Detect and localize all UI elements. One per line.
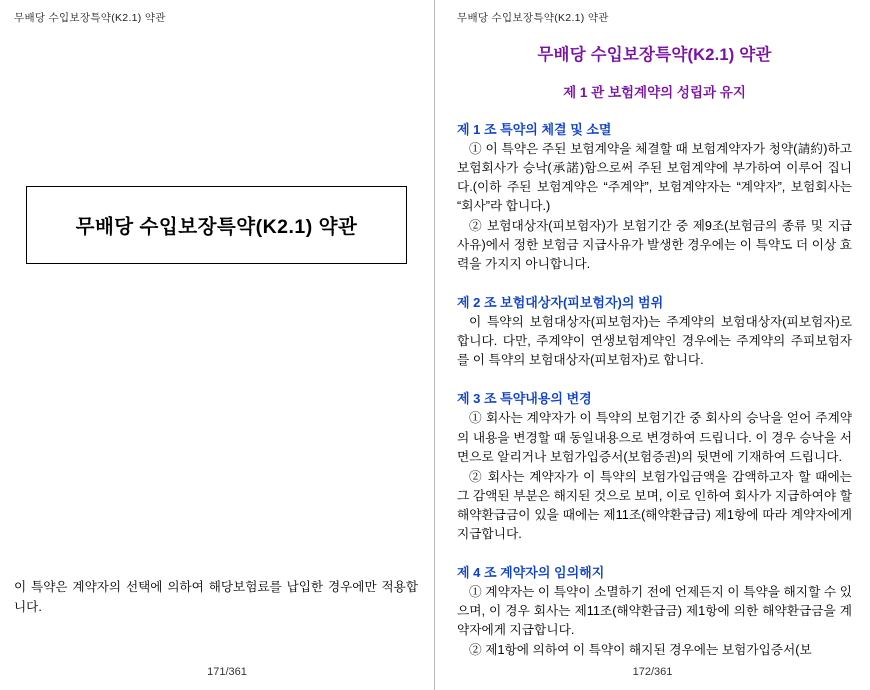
cover-title: 무배당 수입보장특약(K2.1) 약관 <box>75 216 358 238</box>
running-head-left: 무배당 수입보장특약(K2.1) 약관 <box>14 12 166 24</box>
page-number-right: 172/361 <box>632 666 673 678</box>
page-left <box>0 0 434 690</box>
article-paragraph: ① 계약자는 이 특약이 소멸하기 전에 언제든지 이 특약을 해지할 수 있으며, 이 경우 회사는 제11조(해약환급금) 제1항에 의한 해약환급금을 계약자에게 지급합니다. <box>457 584 852 637</box>
running-head-right: 무배당 수입보장특약(K2.1) 약관 <box>457 12 609 24</box>
chapter-heading: 제 1 관 보험계약의 성립과 유지 <box>563 85 746 100</box>
article-paragraph: ② 보험대상자(피보험자)가 보험기간 중 제9조(보험금의 종류 및 지급사유)에서 정한 보험금 지급사유가 발생한 경우에는 이 특약도 더 이상 효력을 가지지 아니합니다. <box>457 219 852 272</box>
cover-note: 이 특약은 계약자의 선택에 의하여 해당보험료를 납입한 경우에만 적용합니다. <box>14 580 418 614</box>
page-number-left: 171/361 <box>207 666 247 678</box>
article-heading: 제 2 조 보험대상자(피보험자)의 범위 <box>457 295 664 311</box>
article-paragraph: ② 회사는 계약자가 이 특약의 보험가입금액을 감액하고자 할 때에는 그 감액된 부분은 해지된 것으로 보며, 이로 인하여 회사가 지급하여야 할 해약환급금이 있을 때에는 제11조(해약환급금) 제1항에 따라 계약자에게 지급합니다. <box>457 469 852 541</box>
cover-title-box <box>26 186 407 264</box>
article-paragraph: 이 특약의 보험대상자(피보험자)는 주계약의 보험대상자(피보험자)로 합니다. 다만, 주계약이 연생보험계약인 경우에는 주계약의 주피보험자를 이 특약의 보험대상자(피보험자)로 합니다. <box>457 315 852 368</box>
article-paragraph: ② 제1항에 의하여 이 특약이 해지된 경우에는 보험가입증서(보 <box>469 642 812 657</box>
article-heading: 제 4 조 계약자의 임의해지 <box>457 564 605 580</box>
document-title: 무배당 수입보장특약(K2.1) 약관 <box>537 46 772 64</box>
article-paragraph: ① 회사는 계약자가 이 특약의 보험기간 중 회사의 승낙을 얻어 주계약의 내용을 변경할 때 동일내용으로 변경하여 드립니다. 이 경우 승낙을 서면으로 알리거나 보험가입증서(보험증권)의 뒷면에 기재하여 드립니다. <box>457 411 852 464</box>
article-paragraph: ① 이 특약은 주된 보험계약을 체결할 때 보험계약자가 청약(請約)하고 보험회사가 승낙(承諾)함으로써 주된 보험계약에 부가하여 이루어 집니다.(이하 주된 보험계약은 “주계약”, 보험계약자는 “계약자”, 보험회사는 “회사”라 합니다.) <box>457 142 852 214</box>
article-heading: 제 3 조 특약내용의 변경 <box>457 391 592 407</box>
article-heading: 제 1 조 특약의 체결 및 소멸 <box>457 122 612 137</box>
page-right <box>434 0 870 690</box>
